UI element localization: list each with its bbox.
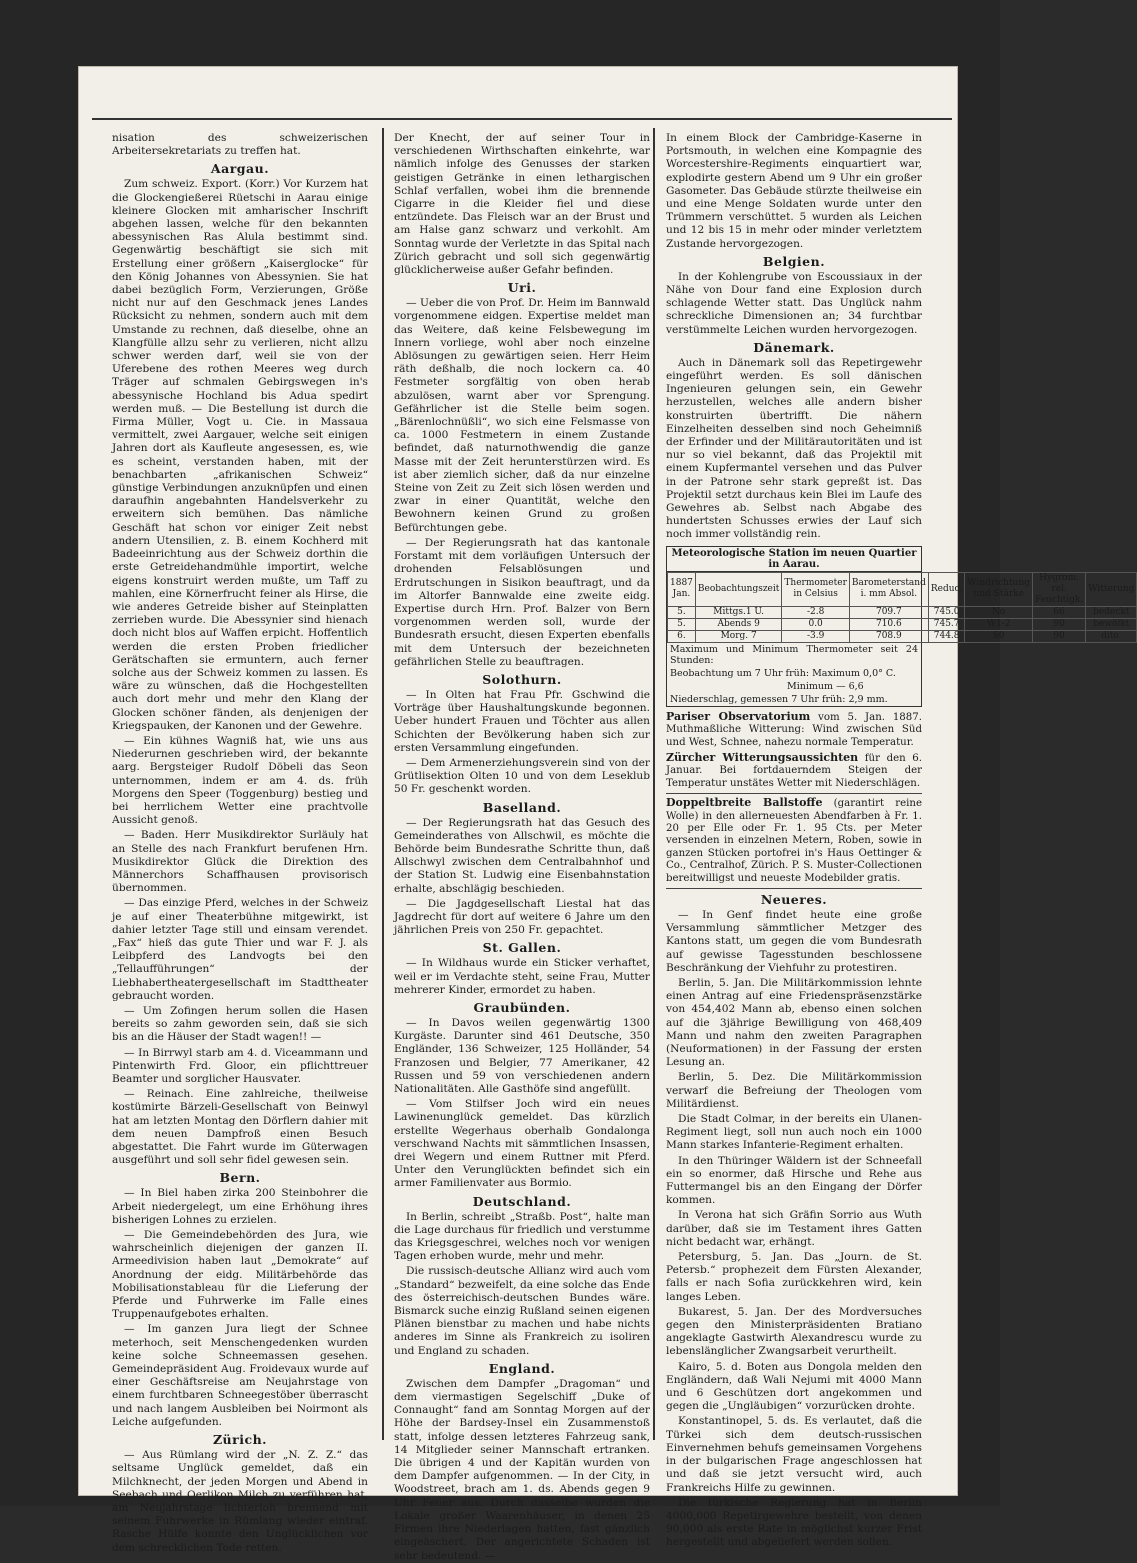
table-cell: Mittgs.1 U. [695,606,781,618]
section-heading-uri: Uri. [507,280,537,296]
table-cell: dito. [1086,630,1137,642]
table-cell: W1-2 [965,618,1033,630]
article-text: — Die Jagdgesellschaft Liestal hat das Jagdrecht für dort auf weitere 6 Jahre um den jährlichen Preis von 250 Fr. gepachtet. [394,897,650,937]
weather-note: Niederschlag, gemessen 7 Uhr früh: 2,9 mm. [670,693,888,705]
article-text: Berlin, 5. Dez. Die Militärkommission verwarf die Befreiung der Theologen vom Militärdienst. [666,1071,922,1110]
table-cell: 744.8 [928,630,965,642]
top-rule [92,118,952,120]
article-text: — In Olten hat Frau Pfr. Gschwind die Vorträge über Haushaltungskunde begonnen. Ueber hundert Frauen und Töchter aus allen Schichten der Bevölkerung haben sich zur ersten Versammlung eingefunden. [394,688,650,754]
table-header-cell: Windrichtung und Stärke [965,572,1033,606]
table-cell: -3.9 [782,630,850,642]
article-text: — In Genf findet heute eine große Versammlung sämmtlicher Metzger des Kantons statt, um gegen die vom Bundesrath auf gewisse Tagesstunden beschlossene Beschränkung der Viehfuhr zu protestiren. [666,908,922,974]
table-cell: -2.8 [782,606,850,618]
section-heading-baselland: Baselland. [482,799,562,815]
weather-note: Beobachtung um 7 Uhr früh: Maximum 0,0° C. [670,667,896,679]
article-text: — Im ganzen Jura liegt der Schnee meterhoch, seit Menschengedenken wurden keine solche Schneemassen gesehen. Gemeindepräsident Aug. Froidevaux wurde auf einer Geschäftsreise am Neujahrstage von einem furchtbaren Schneegestöber überrascht und nach langem Ausbleiben bei Noirmont als Leiche aufgefunden. [112,1323,368,1428]
column-rule-2 [653,128,655,1440]
article-text: In einem Block der Cambridge-Kaserne in Portsmouth, in welchen eine Kompagnie des Worcestershire-Regiments einquartiert war, explodirte gestern Abend um 9 Uhr ein großer Gasometer. Das Gebäude stürzte theilweise ein und eine Menge Soldaten wurde unter den Trümmern verschüttet. 5 wurden als Leichen und 12 bis 15 in mehr oder minder verletztem Zustande hervorgezogen. [666,132,922,250]
table-cell: 90 [1032,618,1085,630]
article-text: In den Thüringer Wäldern ist der Schneefall ein so enormer, daß Hirsche und Rehe aus Futtermangel bis an den Eingang der Dörfer kommen. [666,1154,922,1207]
advertisement-title: Doppeltbreite Ballstoffe [666,796,823,810]
article-text: — In Biel haben zirka 200 Steinbohrer die Arbeit niedergelegt, um eine Erhöhung ihres bisherigen Lohnes zu erzielen. [112,1187,368,1226]
table-header-cell: Thermometer in Celsius [782,572,850,606]
weather-note: Maximum und Minimum Thermometer seit 24 Stunden: [670,643,918,666]
article-text: Auch in Dänemark soll das Repetirgewehr eingeführt werden. Es soll dänischen Ingenieuren gelungen sein, ein Gewehr herzustellen, welches alle andern bisher konstruirten übertrifft. Die nähern Einzelheiten desselben sind noch Geheimniß der Erfinder und der Militärautoritäten und ist nur so viel bekannt, daß das Projektil mit einem Kupfermantel versehen und das Pulver in der Patrone sehr stark gepreßt ist. Das Projektil setzt durchaus kein Blei im Laufe des Gewehres ab. Selbst nach Abgabe des hundertsten Schusses erwies der Lauf sich noch immer vollständig rein. [666,356,922,541]
article-text: Die türkische Regierung hat in Berlin 4000,000 Repetirgewehre bestellt, von denen 90,000 als erste Rate in möglichst kurzer Frist hergestellt und abgeliefert werden sollen. [666,1496,922,1549]
weather-table-title: Meteorologische Station im neuen Quartier in Aarau. [667,547,921,572]
column-rule-1 [382,128,384,1440]
notice-text: Muthmaßliche Witterung: Wind zwischen Süd und West, Schnee, nahezu normale Temperatur. [666,724,922,748]
article-text: — Die Gemeindebehörden des Jura, wie wahrscheinlich diejenigen der ganzen II. Armeedivision haben laut „Demokrate“ auf Anordnung der eidg. Militärbehörde das Mobilisationstableau für die Lieferung der Pferde und Fuhrwerke im Falle eines Truppenaufgebotes erhalten. [112,1229,368,1321]
paris-observatory-notice [666,711,922,749]
section-heading-england: England. [488,1360,556,1376]
table-cell: No [965,606,1033,618]
section-heading-graubuenden: Graubünden. [473,999,571,1015]
article-text: — Baden. Herr Musikdirektor Surläuly hat an Stelle des nach Frankfurt berufenen Hrn. Musikdirektor Glück die Direktion des Männerchors Schaffhausen provisorisch übernommen. [112,829,368,895]
article-text: — Ueber die von Prof. Dr. Heim im Bannwald vorgenommene eidgen. Expertise meldet man das Weitere, daß keine Felsbewegung im Innern vorliege, wohl aber noch einzelne Ablösungen zu gewärtigen seien. Herr Heim räth deßhalb, die noch lockern ca. 40 Festmeter sorgfältig von oben herab abzulösen, warnt aber vor Sprengung. Gefährlicher ist die Stelle beim sogen. „Bärenlochnüßli“, wo sich eine Felsmasse von ca. 1000 Festmetern in einem Zustande befindet, daß naturnothwendig die ganze Masse mit der Zeit herunterstürzen wird. Es ist aber ziemlich sicher, daß da nur einzelne Steine von Zeit zu Zeit sich lösen werden und zwar in einer Quantität, welche den Bewohnern keinen Grund zu großen Befürchtungen gebe. [394,297,650,534]
article-text: Die Stadt Colmar, in der bereits ein Ulanen-Regiment liegt, soll nun auch noch ein 1000 Mann starkes Infanterie-Regiment erhalten. [666,1113,922,1152]
table-cell: 708.9 [849,630,928,642]
column-3 [666,132,1135,1549]
table-cell: 5. [668,618,696,630]
section-heading-neueres: Neueres. [760,891,828,907]
table-cell: 6. [668,630,696,642]
article-text: — Aus Rümlang wird der „N. Z. Z.“ das seltsame Unglück gemeldet, daß ein Milchknecht, der jeden Morgen und Abend in Seebach und Oerlikon Milch zu verführen hat, am Neujahrstage lichterloh brennend mit seinem Fuhrwerke in Rümlang wieder eintraf. Rasche Hülfe konnte den Unglücklichen vor dem schrecklichen Tode retten. [112,1449,368,1554]
article-text: Der Knecht, der auf seiner Tour in verschiedenen Wirthschaften einkehrte, war nämlich infolge des Genusses der starken geistigen Getränke in einen lethargischen Schlaf verfallen, wobei ihm die brennende Cigarre in die Kleider fiel und diese entzündete. Das Fleisch war an der Brust und am Halse ganz schwarz und verkohlt. Am Sonntag wurde der Verletzte in das Spital nach Zürich gebracht und soll sich gegenwärtig glücklicherweise außer Gefahr befinden. [394,132,650,277]
article-text: — Um Zofingen herum sollen die Hasen bereits so zahm geworden sein, daß sie sich bis an die Häuser der Stadt wagen!! — [112,1005,368,1044]
table-cell: bewölkt [1086,618,1137,630]
table-header-cell: 1887 Jan. [668,572,696,606]
article-text: Die russisch-deutsche Allianz wird auch vom „Standard“ bezweifelt, da eine solche das Ende des österreichisch-deutschen Bundes wäre. Bismarck suche einzig Rußland seinen eigenen Plänen bienstbar zu machen und habe nichts anderes im Sinne als Frankreich zu isoliren und England zu schaden. [394,1265,650,1357]
article-text: nisation des schweizerischen Arbeitersekretariats zu treffen hat. [112,132,368,158]
table-cell: 90 [1032,630,1085,642]
advertisement-text: (garantirt reine Wolle) in den allerneuesten Abendfarben à Fr. 1. 20 per Elle oder Fr. 1. 95 Cts. per Meter versenden in einzelnen Metern, Roben, sowie in ganzen Stücken portofrei in's Haus Oettinger & Co., Centralhof, Zürich. P. S. Muster-Collectionen bereitwilligst und neueste Modebilder gratis. [666,798,922,884]
article-text: In Berlin, schreibt „Straßb. Post“, halte man die Lage durchaus für friedlich und verstumme das Kriegsgeschrei, welches noch vor wenigen Tagen erhoben wurde, mehr und mehr. [394,1210,650,1263]
notice-title: Pariser Observatorium [666,709,811,723]
table-header-cell: Hygrom. rel. Feuchtigk. [1032,572,1085,606]
table-cell: 709.7 [849,606,928,618]
article-text: Zwischen dem Dampfer „Dragoman“ und dem viermastigen Segelschiff „Duke of Connaught“ fand am Sonntag Morgen auf der Höhe der Bardsey-Insel ein Zusammenstoß statt, infolge dessen letzteres Fahrzeug sank, 14 Mitglieder seiner Mannschaft ertranken. Die übrigen 4 und der Kapitän wurden von dem Dampfer aufgenommen. — In der City, in Woodstreet, brach am 1. ds. Abends gegen 9 Uhr Feuer aus. Durch dasselbe wurden die Lokale großer Waarenhäuser, in denen 25 Firmen ihre Niederlagen hatten, fast gänzlich eingeäschert. Der angerichtete Schaden ist sehr bedeutend. — [394,1377,650,1562]
section-heading-zuerich: Zürich. [212,1432,268,1448]
article-text: — In Wildhaus wurde ein Sticker verhaftet, weil er im Verdachte steht, seine Frau, Mutter mehrerer Kinder, ermordet zu haben. [394,957,650,996]
article-text: — Der Regierungsrath hat das Gesuch des Gemeinderathes von Allschwil, es möchte die Behörde beim Bundesrathe Schritte thun, daß Allschwyl zwischen dem Centralbahnhof und der Station St. Ludwig eine Eisenbahnstation erhalte, abschlägig beschieden. [394,816,650,895]
divider [666,888,922,889]
section-heading-deutschland: Deutschland. [472,1193,572,1209]
section-heading-belgien: Belgien. [762,253,826,269]
notice-text: für den 6. Januar. Bei fortdauerndem Steigen der Temperatur unstätes Wetter mit Niederschlägen. [666,752,923,789]
column-2 [394,132,650,1562]
weather-table-box [666,546,1135,707]
article-text: — Vom Stilfser Joch wird ein neues Lawinenunglück gemeldet. Das kürzlich erstellte Wegerhaus oberhalb Gondalonga verschwand Nachts mit sämmtlichen Insassen, drei Wegern und einem Ruttner mit Pferd. Unter den Verunglückten befindet sich ein armer Familienvater aus Bormio. [394,1098,650,1190]
notice-date: vom 5. Jan. 1887. [818,711,922,723]
table-cell: 5. [668,606,696,618]
zuerich-weather-notice [666,752,922,790]
column-1 [112,132,368,1554]
article-text: Bukarest, 5. Jan. Der des Mordversuches gegen den Ministerpräsidenten Bratiano angeklagte Gastwirth Alexandrescu wurde zu lebenslänglicher Zwangsarbeit verurtheilt. [666,1305,922,1358]
table-cell: 745.0 [928,606,965,618]
weather-note: Minimum — 6,6 [787,680,864,692]
article-text: — In Davos weilen gegenwärtig 1300 Kurgäste. Darunter sind 461 Deutsche, 350 Engländer, 136 Schweizer, 125 Holländer, 54 Franzosen und Belgier, 77 Amerikaner, 42 Russen und 59 von verschiedenen andern Nationalitäten. Alle Gasthöfe sind angefüllt. [394,1016,650,1095]
article-text: — In Birrwyl starb am 4. d. Viceammann und Pintenwirth Frd. Gloor, ein pflichttreuer Beamter und sorglicher Hausvater. [112,1046,368,1086]
table-cell: 745.7 [928,618,965,630]
article-text: — Dem Armenerziehungsverein sind von der Grütlisektion Olten 10 und von dem Leseklub 50 Fr. geschenkt worden. [394,756,650,796]
article-text: Zum schweiz. Export. (Korr.) Vor Kurzem hat die Glockengießerei Rüetschi in Aarau einige kleinere Glocken mit amharischer Inschrift abgehen lassen, welche für den bekannten abessynischen Ras Alula bestimmt sind. Gegenwärtig beschäftigt sie sich mit Erstellung einer größern „Kaiserglocke“ für den König Johannes von Abessynien. Sie hat dabei bezüglich Form, Verzierungen, Größe nicht nur auf den Geschmack jenes Landes Rücksicht zu nehmen, sondern auch mit dem Umstande zu rechnen, daß dieselbe, ohne an Klangfülle allzu sehr zu verlieren, nicht allzu schwer werden darf, weil sie von der Uferebene des rothen Meeres weg durch Träger auf schmalen Gebirgswegen in's abessynische Hochland bis Adua spedirt werden muß. — Die Bestellung ist durch die Firma Müller, Vogt u. Cie. in Massaua vermittelt, zwei Aargauer, welche seit einigen Jahren dort als Kaufleute angesessen, es, wie es scheint, verstanden haben, mit der benachbarten „afrikanischen Schweiz“ günstige Verbindungen anzuknüpfen und einen daraufhin angebahnten Handelsverkehr zu erweitern sich bemühen. Das nämliche Geschäft hat schon vor einiger Zeit nebst andern Utensilien, z. B. einem Kochherd mit Badeeinrichtung aus der Schweiz dorthin die erste Getreidehandmühle importirt, welche eigens konstruirt werden mußte, um Taff zu mahlen, eine Körnerfrucht feiner als Hirse, die wie anderes Getreide bisher auf Steinplatten zerrieben wurde. Die Abessynier sind hienach doch nicht blos auf Waffen erpicht. Hoffentlich werden die ersten Proben friedlicher Gerätschaften sie ermuntern, auch ferner solche aus der Schweiz kommen zu lassen. Es wäre zu wünschen, daß die Hochgestellten auch dort mehr und mehr den Klang der Glocken schöner fänden, als denjenigen der Kriegspauken, der Kanonen und der Gewehre. [112,178,368,732]
weather-table [667,572,1137,643]
article-text: In der Kohlengrube von Escoussiaux in der Nähe von Dour fand eine Explosion durch schlagende Wetter statt. Das Unglück nahm schreckliche Dimensionen an; 34 furchtbar verstümmelte Leichen wurden hervorgezogen. [666,270,922,336]
table-header-cell: Barometerstand i. mm Absol. [849,572,928,606]
article-text: — Ein kühnes Wagniß hat, wie uns aus Niederurnen geschrieben wird, der bekannte aarg. Bergsteiger Rudolf Döbeli das Seon unternommen, indem er am 4. ds. früh Morgens den Speer (Toggenburg) bestieg und bei herrlichem Wetter eine prachtvolle Aussicht genoß. [112,734,368,827]
table-header-row [668,572,1137,606]
divider [666,793,922,794]
section-heading-bern: Bern. [219,1170,261,1186]
table-row [668,630,1137,642]
table-row [668,618,1137,630]
section-heading-stgallen: St. Gallen. [482,940,562,956]
table-cell: Abends 9 [695,618,781,630]
article-text: Petersburg, 5. Jan. Das „Journ. de St. Petersb.“ prophezeit dem Fürsten Alexander, falls er nach Sofia zurückkehren wird, kein langes Leben. [666,1251,922,1303]
section-heading-daenemark: Dänemark. [753,339,835,355]
table-cell: bedeckt [1086,606,1137,618]
table-header-cell: Reduc. [928,572,965,606]
section-heading-aargau: Aargau. [210,161,270,177]
advertisement [666,797,922,885]
table-header-cell: Witterung [1086,572,1137,606]
table-cell: 66 [1032,606,1085,618]
notice-title: Zürcher Witterungsaussichten [666,750,859,764]
article-text: — Das einzige Pferd, welches in der Schweiz je auf einer Theaterbühne mitgewirkt, ist dahier letzter Tage still und einsam verendet. „Fax“ hieß das gute Thier und war F. J. als Leibpferd des Landvogts bei den „Tellaufführungen“ der Liebhabertheatergesellschaft im Stadttheater gebraucht worden. [112,897,368,1002]
article-text: Kairo, 5. d. Boten aus Dongola melden den Engländern, daß Wali Nejumi mit 4000 Mann und 6 Geschützen dort angekommen und gegen die „Ungläubigen“ vorzurücken drohte. [666,1360,922,1413]
article-text: — Reinach. Eine zahlreiche, theilweise kostümirte Bärzeli-Gesellschaft von Beinwyl hat am letzten Montag den Dörflern dahier mit dem neuen Dampfroß einen Besuch abgestattet. Die Fahrt wurde im Güterwagen ausgeführt und soll sehr fidel gewesen sein. [112,1088,368,1167]
article-text: — Der Regierungsrath hat das kantonale Forstamt mit dem vorläufigen Untersuch der drohenden Felsablösungen und Erdrutschungen in Sisikon beauftragt, und da im Altorfer Bannwalde eine zweite eidg. Expertise durch Hrn. Prof. Balzer von Bern vorgenommen werden soll, wurde der Bundesrath ersucht, diesen Experten ebenfalls mit dem Untersuch der bezeichneten gefährlichen Stelle zu beauftragen. [394,536,650,668]
article-text: Berlin, 5. Jan. Die Militärkommission lehnte einen Antrag auf eine Friedenspräsenzstärke von 454,402 Mann ab, ebenso einen solchen auf die 3jährige Bewilligung von 468,409 Mann und nahm den zweiten Paragraphen (Neuformationen) in der Fassung der ersten Lesung an. [666,976,922,1069]
table-cell: Morg. 7 [695,630,781,642]
article-text: In Verona hat sich Gräfin Sorrio aus Wuth darüber, daß sie im Testament ihres Gatten nicht bedacht war, erhängt. [666,1209,922,1248]
table-cell: 0.0 [782,618,850,630]
table-cell: S0 [965,630,1033,642]
section-heading-solothurn: Solothurn. [482,671,562,687]
article-text: Konstantinopel, 5. ds. Es verlautet, daß die Türkei sich dem deutsch-russischen Einvernehmen behufs gemeinsamen Vorgehens in der bulgarischen Frage angeschlossen hat und daß sie jetzt versucht wird, auch Frankreichs Hilfe zu gewinnen. [666,1415,922,1494]
table-header-cell: Beobachtungszeit [695,572,781,606]
table-cell: 710.6 [849,618,928,630]
table-row [668,606,1137,618]
